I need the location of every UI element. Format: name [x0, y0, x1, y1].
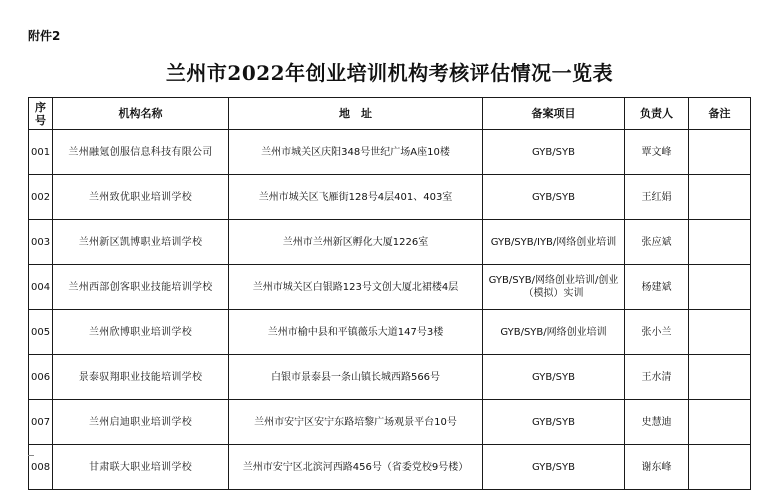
table-row: [29, 265, 751, 310]
cell-remark: [689, 265, 751, 310]
table-row: [29, 445, 751, 490]
table-row: [29, 310, 751, 355]
cell-project: GYB/SYB/网络创业培训: [483, 310, 625, 355]
header-remark: 备注: [689, 98, 751, 130]
institution-table: [28, 97, 751, 490]
cell-address: 白银市景泰县一条山镇长城西路566号: [229, 355, 483, 400]
cell-remark: [689, 310, 751, 355]
cell-no: 002: [29, 175, 53, 220]
cell-name: 兰州西部创客职业技能培训学校: [53, 265, 229, 310]
cell-no: 004: [29, 265, 53, 310]
cell-leader: 谢东峰: [625, 445, 689, 490]
cell-project: GYB/SYB: [483, 130, 625, 175]
cell-name: 兰州启迪职业培训学校: [53, 400, 229, 445]
cell-name: 兰州致优职业培训学校: [53, 175, 229, 220]
cell-address: 兰州市城关区庆阳348号世纪广场A座10楼: [229, 130, 483, 175]
cell-leader: 王红娟: [625, 175, 689, 220]
cell-project: GYB/SYB: [483, 400, 625, 445]
cell-leader: 张应斌: [625, 220, 689, 265]
cell-leader: 覃文峰: [625, 130, 689, 175]
cell-name: 兰州新区凯博职业培训学校: [53, 220, 229, 265]
cell-project: GYB/SYB: [483, 355, 625, 400]
cell-address: 兰州市安宁区安宁东路培黎广场观景平台10号: [229, 400, 483, 445]
cell-leader: 史慧迪: [625, 400, 689, 445]
cell-name: 景泰驭翔职业技能培训学校: [53, 355, 229, 400]
scan-mark: [28, 455, 34, 456]
table-header-row: [29, 98, 751, 130]
page-title: 兰州市2022年创业培训机构考核评估情况一览表: [165, 61, 614, 85]
cell-no: 003: [29, 220, 53, 265]
header-project: 备案项目: [483, 98, 625, 130]
cell-leader: 杨建斌: [625, 265, 689, 310]
cell-remark: [689, 130, 751, 175]
cell-project: GYB/SYB: [483, 175, 625, 220]
cell-leader: 张小兰: [625, 310, 689, 355]
cell-leader: 王水清: [625, 355, 689, 400]
cell-address: 兰州市兰州新区孵化大厦1226室: [229, 220, 483, 265]
cell-address: 兰州市城关区飞雁街128号4层401、403室: [229, 175, 483, 220]
attachment-label: 附件2: [28, 29, 61, 43]
cell-no: 008: [29, 445, 53, 490]
table-row: [29, 220, 751, 265]
header-leader: 负责人: [625, 98, 689, 130]
cell-remark: [689, 445, 751, 490]
table-row: [29, 400, 751, 445]
table-row: [29, 175, 751, 220]
cell-name: 兰州欣博职业培训学校: [53, 310, 229, 355]
cell-no: 001: [29, 130, 53, 175]
cell-remark: [689, 175, 751, 220]
cell-address: 兰州市城关区白银路123号文创大厦北裙楼4层: [229, 265, 483, 310]
table-row: [29, 130, 751, 175]
header-no: 序号: [29, 98, 53, 130]
cell-no: 006: [29, 355, 53, 400]
cell-project: GYB/SYB/IYB/网络创业培训: [483, 220, 625, 265]
cell-no: 005: [29, 310, 53, 355]
cell-remark: [689, 220, 751, 265]
cell-no: 007: [29, 400, 53, 445]
header-address: 地 址: [229, 98, 483, 130]
header-name: 机构名称: [53, 98, 229, 130]
cell-remark: [689, 400, 751, 445]
cell-project: GYB/SYB: [483, 445, 625, 490]
cell-address: 兰州市安宁区北滨河西路456号（省委党校9号楼）: [229, 445, 483, 490]
cell-remark: [689, 355, 751, 400]
cell-address: 兰州市榆中县和平镇薇乐大道147号3楼: [229, 310, 483, 355]
cell-name: 甘肃联大职业培训学校: [53, 445, 229, 490]
cell-project: GYB/SYB/网络创业培训/创业（模拟）实训: [483, 265, 625, 310]
cell-name: 兰州融氪创服信息科技有限公司: [53, 130, 229, 175]
table-row: [29, 355, 751, 400]
